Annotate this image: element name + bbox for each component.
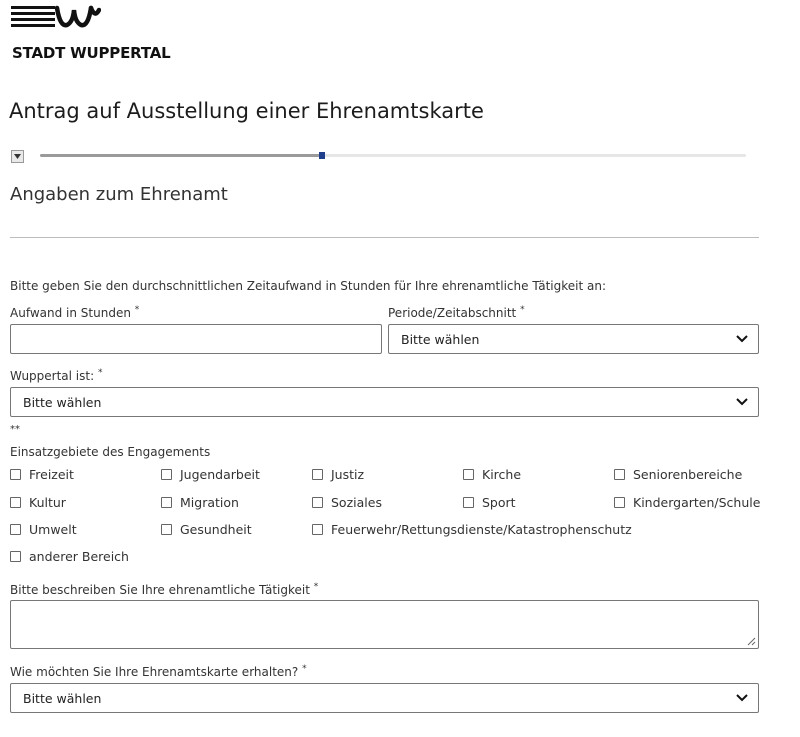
- checkbox[interactable]: [463, 469, 474, 480]
- checkbox[interactable]: [10, 524, 21, 535]
- page-title: Antrag auf Ausstellung einer Ehrenamtskarte: [9, 99, 484, 123]
- area-checkbox-gesundheit[interactable]: Gesundheit: [161, 520, 252, 538]
- checkbox[interactable]: [312, 497, 323, 508]
- checkbox[interactable]: [10, 469, 21, 480]
- describe-textarea[interactable]: [10, 600, 759, 649]
- chevron-down-icon: [736, 335, 748, 343]
- area-checkbox-kirche[interactable]: Kirche: [463, 465, 521, 483]
- required-mark: *: [520, 305, 525, 315]
- period-label: Periode/Zeitabschnitt *: [388, 305, 525, 320]
- progress-track: [40, 154, 746, 157]
- checkbox[interactable]: [614, 497, 625, 508]
- step-toggle[interactable]: [11, 150, 24, 163]
- hours-label: Aufwand in Stunden *: [10, 305, 140, 320]
- area-checkbox-migration[interactable]: Migration: [161, 493, 239, 511]
- resize-grip-icon[interactable]: [746, 636, 756, 646]
- hours-input[interactable]: [10, 324, 382, 354]
- chevron-down-icon: [736, 694, 748, 702]
- describe-label: Bitte beschreiben Sie Ihre ehrenamtliche Tätigkeit *: [10, 582, 319, 597]
- checkbox[interactable]: [161, 469, 172, 480]
- area-checkbox-soziales[interactable]: Soziales: [312, 493, 382, 511]
- area-checkbox-umwelt[interactable]: Umwelt: [10, 520, 77, 538]
- areas-label: Einsatzgebiete des Engagements: [10, 445, 211, 459]
- checkbox[interactable]: [10, 551, 21, 562]
- area-checkbox-anderer-bereich[interactable]: anderer Bereich: [10, 547, 129, 565]
- wuppertal-label: Wuppertal ist: *: [10, 368, 103, 383]
- area-checkbox-jugendarbeit[interactable]: Jugendarbeit: [161, 465, 260, 483]
- city-name: STADT WUPPERTAL: [12, 44, 171, 62]
- checkbox[interactable]: [614, 469, 625, 480]
- required-mark: *: [302, 664, 307, 674]
- area-checkbox-sport[interactable]: Sport: [463, 493, 516, 511]
- required-mark: *: [97, 368, 103, 378]
- required-mark: *: [134, 305, 140, 315]
- area-checkbox-feuerwehr[interactable]: Feuerwehr/Rettungsdienste/Katastrophenschutz: [312, 520, 632, 538]
- double-asterisk-note: **: [10, 424, 20, 435]
- wuppertal-select-value: Bitte wählen: [23, 395, 102, 410]
- area-checkbox-kultur[interactable]: Kultur: [10, 493, 66, 511]
- stadt-wuppertal-logo: [11, 4, 101, 30]
- checkbox[interactable]: [463, 497, 474, 508]
- period-select-value: Bitte wählen: [401, 332, 480, 347]
- receive-select-value: Bitte wählen: [23, 691, 102, 706]
- area-checkbox-seniorenbereiche[interactable]: Seniorenbereiche: [614, 465, 742, 483]
- triangle-down-icon: [14, 154, 21, 159]
- chevron-down-icon: [736, 398, 748, 406]
- progress-fill: [40, 154, 322, 157]
- period-select[interactable]: [388, 324, 759, 354]
- receive-label: Wie möchten Sie Ihre Ehrenamtskarte erhalten? *: [10, 664, 307, 679]
- area-checkbox-kindergarten-schule[interactable]: Kindergarten/Schule: [614, 493, 760, 511]
- area-checkbox-justiz[interactable]: Justiz: [312, 465, 364, 483]
- checkbox[interactable]: [312, 469, 323, 480]
- checkbox[interactable]: [161, 524, 172, 535]
- required-mark: *: [313, 582, 319, 592]
- checkbox[interactable]: [10, 497, 21, 508]
- area-checkbox-freizeit[interactable]: Freizeit: [10, 465, 74, 483]
- wuppertal-select[interactable]: [10, 387, 759, 417]
- checkbox[interactable]: [161, 497, 172, 508]
- section-title: Angaben zum Ehrenamt: [10, 184, 228, 205]
- progress-handle[interactable]: [319, 152, 325, 159]
- section-divider: [10, 237, 759, 238]
- receive-select[interactable]: [10, 683, 759, 713]
- time-intro-text: Bitte geben Sie den durchschnittlichen Zeitaufwand in Stunden für Ihre ehrenamtliche Tätigkeit an:: [10, 279, 607, 293]
- checkbox[interactable]: [312, 524, 323, 535]
